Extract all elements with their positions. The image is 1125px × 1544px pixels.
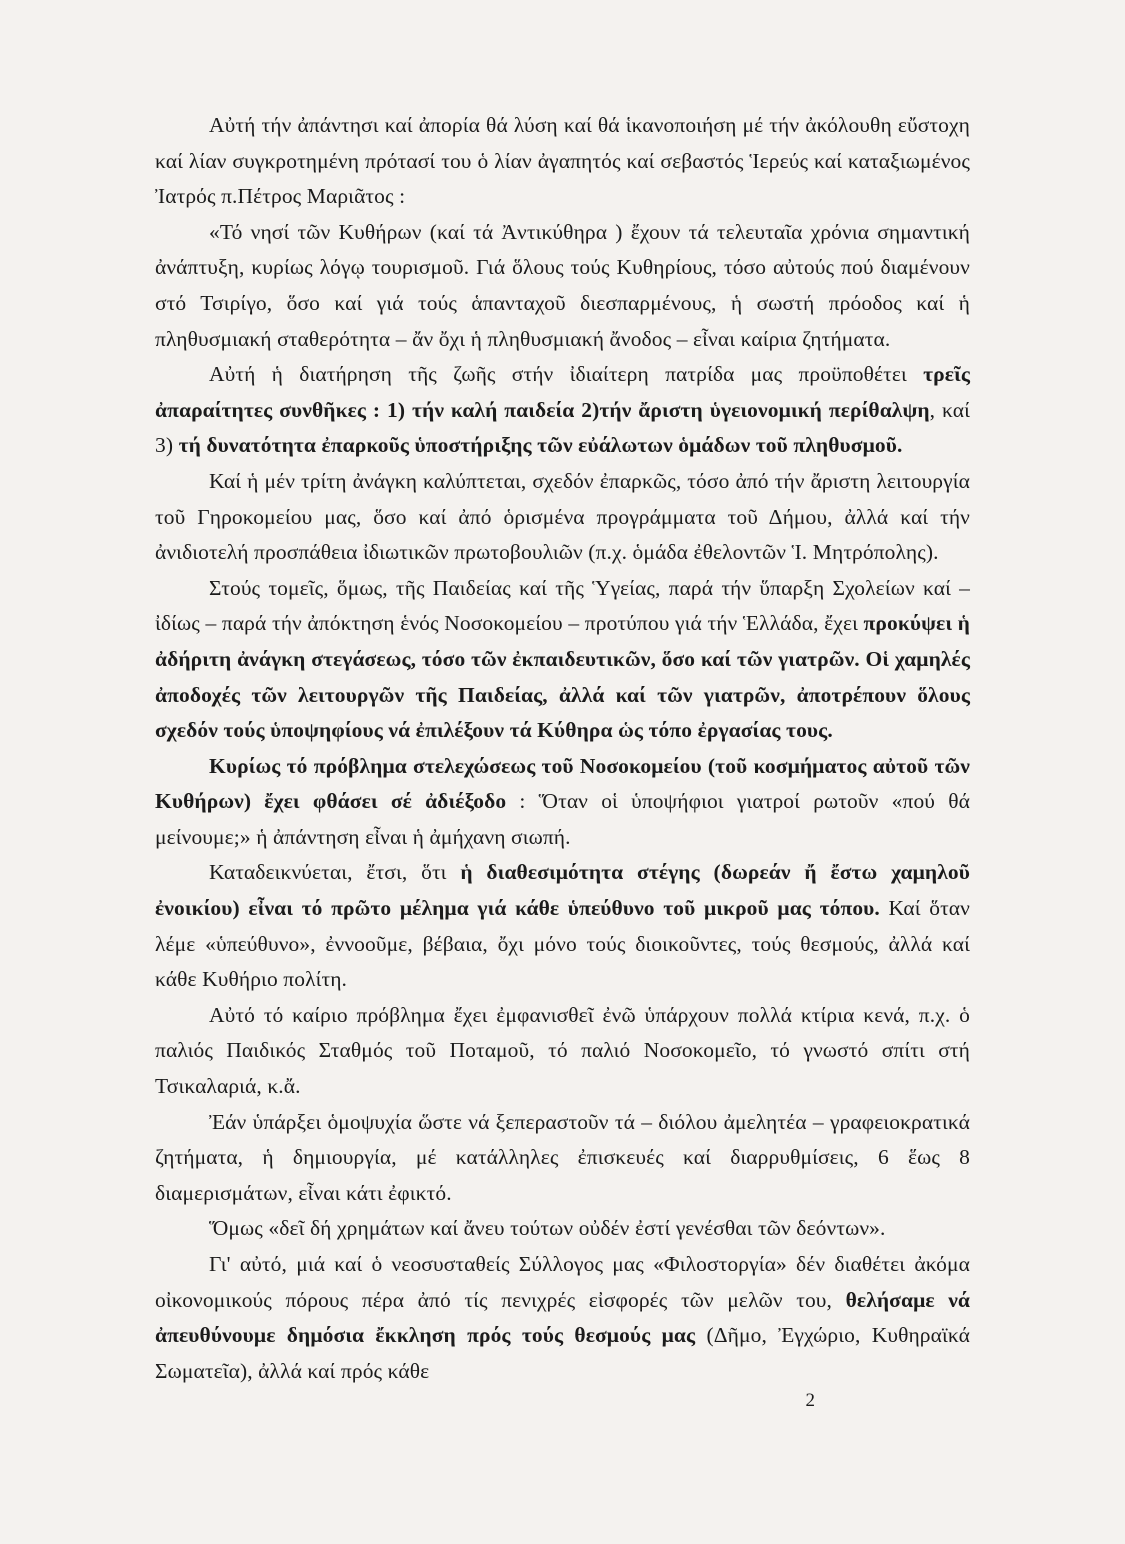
text-run: Καί ὅταν λέμε «ὑπεύθυνο», ἐννοοῦμε, βέβαια, ὄχι μόνο τούς διοικοῦντες, τούς θεσμούς, ἀλλά καί κάθε Κυθήριο πολίτη. (155, 896, 970, 992)
text-run: Ὅμως «δεῖ δή χρημάτων καί ἄνευ τούτων οὐδέν ἐστί γενέσθαι τῶν δεόντων». (209, 1216, 886, 1241)
text-run: Καί ἡ μέν τρίτη ἀνάγκη καλύπτεται, σχεδόν ἐπαρκῶς, τόσο ἀπό τήν ἄριστη λειτουργία τοῦ Γηροκομείου μας, ὅσο καί ἀπό ὁρισμένα προγράμματα τοῦ Δήμου, ἀλλά καί τήν ἀνιδιοτελή προσπάθεια ἰδιωτικῶν πρωτοβουλιῶν (π.χ. ὁμάδα ἐθελοντῶν Ἱ. Μητρόπολης). (155, 468, 970, 565)
emphasis-run: τρεῖς ἀπαραίτητες συνθῆκες : 1) τήν καλή παιδεία 2)τήν ἄριστη ὑγειονομική περίθαλψη (155, 362, 970, 422)
emphasis-run: θελήσαμε νά ἀπευθύνουμε δημόσια ἔκκληση πρός τούς θεσμούς μας (155, 1287, 970, 1348)
emphasis-run: ἡ διαθεσιμότητα στέγης (δωρεάν ἤ ἔστω χαμηλοῦ ἐνοικίου) εἶναι τό πρῶτο μέλημα γιά κάθε ὑπεύθυνο τοῦ μικροῦ μας τόπου. (155, 860, 970, 921)
paragraph (155, 1105, 970, 1212)
text-run: : Ὅταν οἱ ὑποψήφιοι γιατροί ρωτοῦν «πού θά μείνουμε;» ἡ ἀπάντηση εἶναι ἡ ἀμήχανη σιωπή. (155, 789, 970, 849)
paragraph (155, 998, 970, 1105)
paragraph (155, 464, 970, 571)
paragraph (155, 357, 970, 464)
emphasis-run: τή δυνατότητα ἐπαρκοῦς ὑποστήριξης τῶν εὐάλωτων ὁμάδων τοῦ πληθυσμοῦ. (178, 433, 903, 458)
text-run: «Τό νησί τῶν Κυθήρων (καί τά Ἀντικύθηρα ) ἔχουν τά τελευταῖα χρόνια σημαντική ἀνάπτυξη, κυρίως λόγῳ τουρισμοῦ. Γιά ὅλους τούς Κυθηρίους, τόσο αὐτούς πού διαμένουν στό Τσιρίγο, ὅσο καί γιά τούς ἁπανταχοῦ διεσπαρμένους, ἡ σωστή πρόοδος καί ἡ πληθυσμιακή σταθερότητα – ἄν ὄχι ἡ πληθυσμιακή ἄνοδος – εἶναι καίρια ζητήματα. (155, 219, 970, 351)
text-run: Αὐτή τήν ἀπάντησι καί ἀπορία θά λύση καί θά ἱκανοποιήση μέ τήν ἀκόλουθη εὔστοχη καί λίαν συγκροτημένη πρότασί του ὁ λίαν ἀγαπητός καί σεβαστός Ἱερεύς καί καταξιωμένος Ἰατρός π.Πέτρος Μαριᾶτος : (155, 113, 970, 209)
paragraph (155, 855, 970, 997)
text-run: Καταδεικνύεται, ἔτσι, ὅτι (209, 860, 461, 885)
paragraph (155, 1247, 970, 1389)
text-body (155, 108, 970, 1389)
page-number: 2 (805, 1390, 815, 1411)
paragraph (155, 571, 970, 749)
emphasis-run: Κυρίως τό πρόβλημα στελεχώσεως τοῦ Νοσοκομείου (τοῦ κοσμήματος αὐτοῦ τῶν Κυθήρων) ἔχει φθάσει σέ ἀδιέξοδο (155, 753, 970, 814)
paragraph (155, 215, 970, 357)
paragraph (155, 108, 970, 215)
paragraph (155, 749, 970, 856)
text-run: Αὐτή ἡ διατήρηση τῆς ζωῆς στήν ἰδιαίτερη πατρίδα μας προϋποθέτει (209, 362, 924, 387)
text-run: Ἐάν ὑπάρξει ὁμοψυχία ὥστε νά ξεπεραστοῦν τά – διόλου ἀμελητέα – γραφειοκρατικά ζητήματα, ἡ δημιουργία, μέ κατάλληλες ἐπισκευές καί διαρρυθμίσεις, 6 ἕως 8 διαμερισμάτων, εἶναι κάτι ἐφικτό. (155, 1109, 970, 1205)
emphasis-run: προκύψει ἡ ἀδήριτη ἀνάγκη στεγάσεως, τόσο τῶν ἐκπαιδευτικῶν, ὅσο καί τῶν γιατρῶν. Οἱ χαμηλές ἀποδοχές τῶν λειτουργῶν τῆς Παιδείας, ἀλλά καί τῶν γιατρῶν, ἀποτρέπουν ὅλους σχεδόν τούς ὑποψηφίους νά ἐπιλέξουν τά Κύθηρα ὡς τόπο ἐργασίας τους. (155, 611, 970, 743)
text-run: Στούς τομεῖς, ὅμως, τῆς Παιδείας καί τῆς Ὑγείας, παρά τήν ὕπαρξη Σχολείων καί – ἰδίως – παρά τήν ἀπόκτηση ἑνός Νοσοκομείου – προτύπου γιά τήν Ἑλλάδα, ἔχει (155, 575, 970, 636)
text-run: Γι' αὐτό, μιά καί ὁ νεοσυσταθείς Σύλλογος μας «Φιλοστοργία» δέν διαθέτει ἀκόμα οἰκονομικούς πόρους πέρα ἀπό τίς πενιχρές εἰσφορές τῶν μελῶν του, (155, 1252, 970, 1312)
text-run: , καί 3) (155, 397, 970, 458)
paragraph (155, 1211, 970, 1247)
text-run: (Δῆμο, Ἐγχώριο, Κυθηραϊκά Σωματεῖα), ἀλλά καί πρός κάθε (155, 1323, 970, 1383)
text-run: Αὐτό τό καίριο πρόβλημα ἔχει ἐμφανισθεῖ ἐνῶ ὑπάρχουν πολλά κτίρια κενά, π.χ. ὁ παλιός Παιδικός Σταθμός τοῦ Ποταμοῦ, τό παλιό Νοσοκομεῖο, τό γνωστό σπίτι στή Τσικαλαριά, κ.ἄ. (155, 1002, 970, 1099)
